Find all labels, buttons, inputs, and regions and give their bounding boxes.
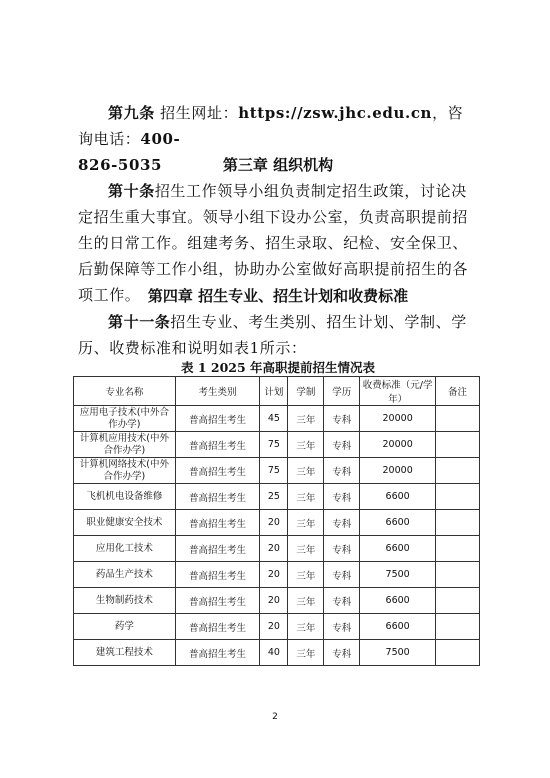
article-11-text: 招生专业、考生类别、招生计划、学制、学历、收费标准和说明如表1所示： [78, 313, 467, 357]
header-fee: 收费标准（元/学年） [360, 377, 436, 406]
cell-major: 计算机应用技术(中外合作办学) [74, 432, 176, 458]
article-9-label: 第九条 [108, 104, 155, 122]
table-row [74, 484, 480, 510]
cell-degree: 专科 [324, 432, 360, 458]
cell-degree: 专科 [324, 510, 360, 536]
cell-major: 建筑工程技术 [74, 640, 176, 666]
article-10-text: 招生工作领导小组负责制定招生政策，讨论决定招生重大事宜。领导小组下设办公室，负责高职提前招生的日常工作。组建考务、招生录取、纪检、安全保卫、后勤保障等工作小组，协助办公室做好高职提前招生的各项工作。 [78, 182, 469, 304]
cell-note [436, 614, 480, 640]
cell-fee: 7500 [360, 640, 436, 666]
cell-major: 计算机网络技术(中外合作办学) [74, 458, 176, 484]
phone-text: ，咨询电话： [78, 104, 464, 148]
cell-degree: 专科 [324, 484, 360, 510]
cell-major: 应用电子技术(中外合作办学) [74, 406, 176, 432]
cell-note [436, 640, 480, 666]
cell-fee: 6600 [360, 588, 436, 614]
cell-note [436, 484, 480, 510]
cell-degree: 专科 [324, 614, 360, 640]
cell-category: 普高招生考生 [175, 588, 260, 614]
cell-category: 普高招生考生 [175, 458, 260, 484]
cell-degree: 专科 [324, 536, 360, 562]
cell-degree: 专科 [324, 640, 360, 666]
header-degree: 学历 [324, 377, 360, 406]
cell-duration: 三年 [288, 432, 324, 458]
cell-major: 药学 [74, 614, 176, 640]
cell-major: 飞机机电设备维修 [74, 484, 176, 510]
cell-degree: 专科 [324, 588, 360, 614]
header-note: 备注 [436, 377, 480, 406]
cell-duration: 三年 [288, 406, 324, 432]
table-row [74, 432, 480, 458]
cell-note [436, 588, 480, 614]
cell-category: 普高招生考生 [175, 484, 260, 510]
cell-duration: 三年 [288, 458, 324, 484]
article-9-text: 招生网址： [154, 104, 239, 122]
cell-plan: 20 [260, 614, 288, 640]
header-plan: 计划 [260, 377, 288, 406]
cell-plan: 75 [260, 432, 288, 458]
chapter-3-heading: 第三章 组织机构 [222, 156, 334, 174]
cell-note [436, 562, 480, 588]
website-url[interactable]: https://zsw.jhc.edu.cn [238, 104, 433, 122]
header-major: 专业名称 [74, 377, 176, 406]
cell-plan: 75 [260, 458, 288, 484]
cell-category: 普高招生考生 [175, 432, 260, 458]
cell-fee: 6600 [360, 536, 436, 562]
table-row [74, 510, 480, 536]
cell-category: 普高招生考生 [175, 406, 260, 432]
cell-plan: 20 [260, 562, 288, 588]
cell-duration: 三年 [288, 536, 324, 562]
article-11-label: 第十一条 [108, 313, 171, 331]
cell-fee: 6600 [360, 510, 436, 536]
header-duration: 学制 [288, 377, 324, 406]
cell-note [436, 510, 480, 536]
cell-plan: 40 [260, 640, 288, 666]
cell-duration: 三年 [288, 510, 324, 536]
table-row [74, 406, 480, 432]
cell-major: 职业健康安全技术 [74, 510, 176, 536]
phone-number-part1: 400- [140, 130, 181, 148]
cell-degree: 专科 [324, 406, 360, 432]
table-row [74, 640, 480, 666]
table-caption: 表 1 2025 年高职提前招生情况表 [180, 360, 376, 375]
cell-note [436, 458, 480, 484]
cell-category: 普高招生考生 [175, 562, 260, 588]
cell-category: 普高招生考生 [175, 640, 260, 666]
cell-major: 应用化工技术 [74, 536, 176, 562]
cell-fee: 20000 [360, 406, 436, 432]
article-10-label: 第十条 [108, 182, 155, 200]
cell-category: 普高招生考生 [175, 510, 260, 536]
cell-duration: 三年 [288, 484, 324, 510]
cell-note [436, 536, 480, 562]
cell-category: 普高招生考生 [175, 614, 260, 640]
chapter-4-heading: 第四章 招生专业、招生计划和收费标准 [147, 287, 409, 305]
cell-major: 生物制药技术 [74, 588, 176, 614]
page-number: 2 [272, 712, 278, 722]
enrollment-table [73, 376, 480, 666]
phone-number-part2: 826-5035 [78, 156, 163, 174]
header-category: 考生类别 [175, 377, 260, 406]
table-row [74, 614, 480, 640]
table-row [74, 562, 480, 588]
table-row [74, 588, 480, 614]
cell-fee: 7500 [360, 562, 436, 588]
cell-category: 普高招生考生 [175, 536, 260, 562]
cell-duration: 三年 [288, 640, 324, 666]
table-row [74, 458, 480, 484]
cell-plan: 20 [260, 510, 288, 536]
cell-fee: 20000 [360, 458, 436, 484]
cell-note [436, 432, 480, 458]
table-row [74, 536, 480, 562]
article-11 [78, 309, 478, 361]
cell-fee: 20000 [360, 432, 436, 458]
table-header-row [74, 377, 480, 406]
cell-plan: 20 [260, 588, 288, 614]
cell-fee: 6600 [360, 614, 436, 640]
cell-plan: 25 [260, 484, 288, 510]
cell-plan: 20 [260, 536, 288, 562]
cell-fee: 6600 [360, 484, 436, 510]
cell-plan: 45 [260, 406, 288, 432]
cell-note [436, 406, 480, 432]
cell-major: 药品生产技术 [74, 562, 176, 588]
cell-degree: 专科 [324, 458, 360, 484]
cell-duration: 三年 [288, 614, 324, 640]
cell-degree: 专科 [324, 562, 360, 588]
cell-duration: 三年 [288, 562, 324, 588]
cell-duration: 三年 [288, 588, 324, 614]
